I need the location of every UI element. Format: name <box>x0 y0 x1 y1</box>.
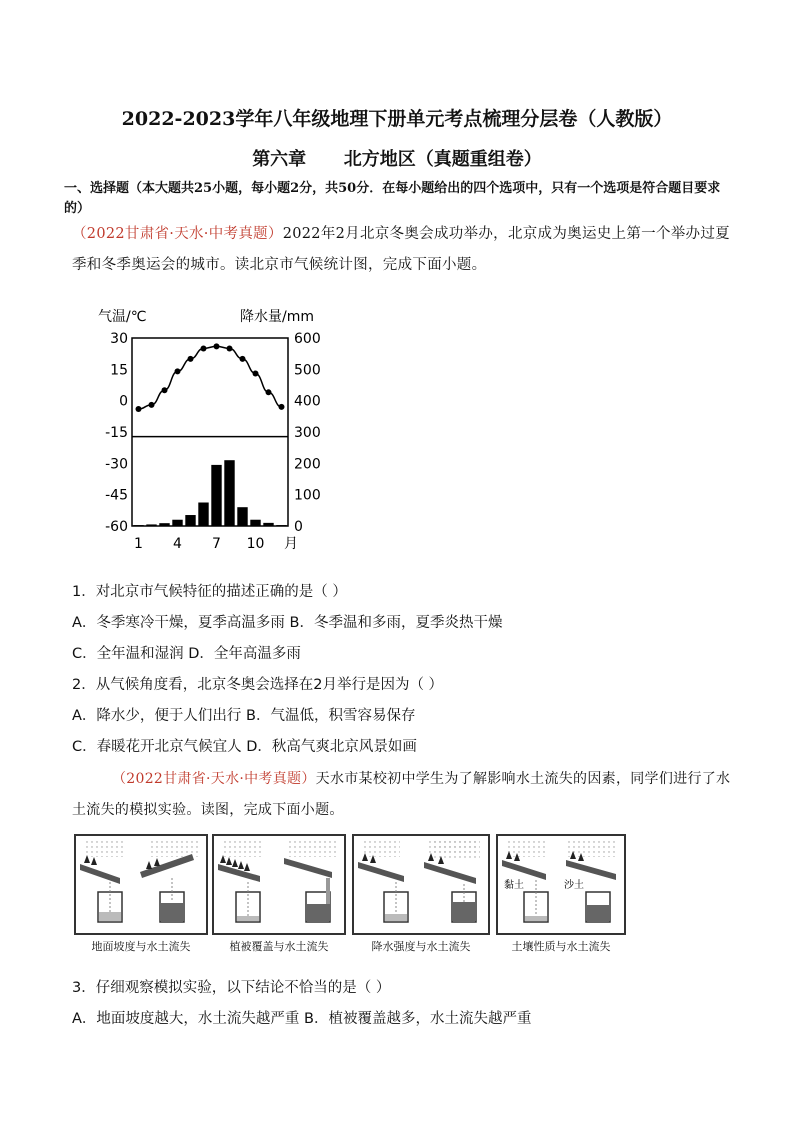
question-2-options-ab: A．降水少，便于人们出行 B．气温低，积雪容易保存 <box>72 708 416 724</box>
experiment-soil-caption: 土壤性质与水土流失 <box>511 940 611 953</box>
passage-1-source: （2022甘肃省·天水·中考真题） <box>72 226 283 242</box>
page-title: 2022-2023学年八年级地理下册单元考点梳理分层卷（人教版） <box>121 108 673 130</box>
precip-bar <box>172 520 182 526</box>
left-tick-label: -15 <box>105 425 128 441</box>
temperature-point <box>266 389 272 395</box>
temperature-point <box>240 356 246 362</box>
precip-bar <box>276 525 286 526</box>
x-tick-label: 10 <box>246 536 265 552</box>
precip-bar <box>250 520 260 526</box>
passage-2-source: （2022甘肃省·天水·中考真题） <box>112 771 316 787</box>
right-axis-label: 降水量/mm <box>240 309 314 325</box>
x-tick-label: 7 <box>212 536 221 552</box>
precip-bar <box>133 525 143 526</box>
question-1-options-ab: A．冬季寒冷干燥，夏季高温多雨 B．冬季温和多雨，夏季炎热干燥 <box>72 615 503 631</box>
experiment-vegetation <box>212 834 346 954</box>
chart-plot-frame <box>132 338 288 526</box>
question-3: 3．仔细观察模拟实验，以下结论不恰当的是（ ） <box>72 980 391 996</box>
soil-label-clay: 黏土 <box>504 880 524 891</box>
x-tick-label: 4 <box>173 536 182 552</box>
temperature-point <box>136 406 142 412</box>
soil-label-sand: 沙土 <box>564 880 584 891</box>
precip-bar <box>237 507 247 526</box>
temperature-point <box>227 345 233 351</box>
left-tick-label: -30 <box>105 456 128 473</box>
beijing-climate-chart <box>96 300 336 552</box>
left-tick-label: 0 <box>119 393 128 410</box>
experiment-rainfall-caption: 降水强度与水土流失 <box>371 940 471 953</box>
precip-bar <box>224 460 234 526</box>
precip-bar <box>211 465 221 526</box>
left-tick-label: -45 <box>105 487 128 504</box>
experiment-rainfall <box>352 834 490 954</box>
right-tick-label: 100 <box>294 487 321 504</box>
left-tick-label: -60 <box>105 519 128 535</box>
experiment-soil <box>496 834 626 954</box>
passage-2-text: 天水市某校初中学生为了解影响水土流失的因素，同学们进行了水土流失的模拟实验。读图，完成下面小题。 <box>72 771 731 818</box>
experiment-vegetation-caption: 植被覆盖与水土流失 <box>229 940 329 953</box>
temperature-point <box>214 343 220 349</box>
precip-bar <box>263 523 273 526</box>
experiment-soil-figure <box>496 834 626 935</box>
temperature-point <box>279 404 285 410</box>
right-tick-label: 300 <box>294 425 321 441</box>
experiment-slope <box>74 834 208 954</box>
right-tick-label: 0 <box>294 519 303 535</box>
left-tick-label: 15 <box>110 362 128 379</box>
passage-2 <box>72 764 732 826</box>
precip-bar <box>146 524 156 526</box>
chapter-subtitle: 第六章 北方地区（真题重组卷） <box>252 149 542 170</box>
experiment-rainfall-figure <box>352 834 490 935</box>
precip-bar <box>185 515 195 526</box>
temperature-point <box>188 356 194 362</box>
question-1: 1．对北京市气候特征的描述正确的是（ ） <box>72 584 347 600</box>
temperature-point <box>175 368 181 374</box>
right-tick-label: 400 <box>294 393 321 410</box>
question-1-options-cd: C．全年温和湿润 D．全年高温多雨 <box>72 646 301 662</box>
right-tick-label: 500 <box>294 362 321 379</box>
temperature-point <box>253 371 259 377</box>
passage-1 <box>72 219 732 281</box>
temperature-point <box>149 402 155 408</box>
x-tick-label: 1 <box>134 536 143 552</box>
question-3-options-ab: A．地面坡度越大，水土流失越严重 B．植被覆盖越多，水土流失越严重 <box>72 1011 532 1027</box>
experiment-slope-figure <box>74 834 208 935</box>
question-2-options-cd: C．春暖花开北京气候宜人 D．秋高气爽北京风景如画 <box>72 739 417 755</box>
x-unit-label: 月 <box>284 536 298 552</box>
experiment-slope-caption: 地面坡度与水土流失 <box>91 940 191 953</box>
question-2: 2．从气候角度看，北京冬奥会选择在2月举行是因为（ ） <box>72 677 444 693</box>
temperature-point <box>201 345 207 351</box>
section-heading: 一、选择题（本大题共25小题，每小题2分，共50分．在每小题给出的四个选项中，只有一个选项是符合题目要求的） <box>64 181 721 216</box>
right-tick-label: 600 <box>294 331 321 347</box>
left-tick-label: 30 <box>110 331 128 347</box>
precip-bar <box>198 503 208 527</box>
temperature-point <box>162 387 168 393</box>
experiment-vegetation-figure <box>212 834 346 935</box>
left-axis-label: 气温/℃ <box>98 309 147 325</box>
right-tick-label: 200 <box>294 456 321 473</box>
precip-bar <box>159 523 169 526</box>
temperature-line <box>139 346 282 409</box>
passage-1-text: 2022年2月北京冬奥会成功举办，北京成为奥运史上第一个举办过夏季和冬季奥运会的城市。读北京市气候统计图，完成下面小题。 <box>72 226 730 273</box>
